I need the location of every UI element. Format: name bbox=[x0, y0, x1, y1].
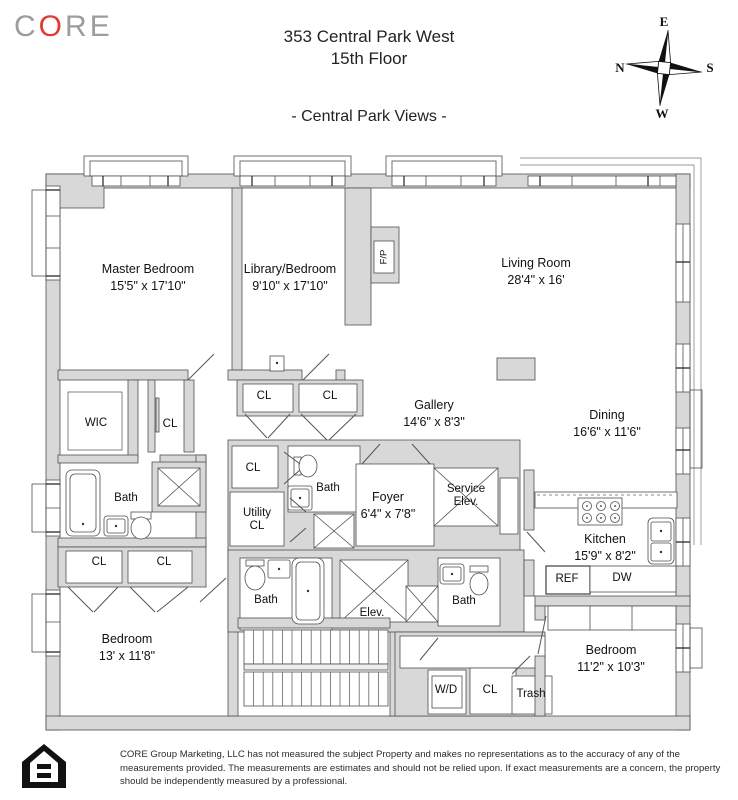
logo-letter-o: O bbox=[38, 10, 66, 43]
label-wd: W/D bbox=[434, 684, 458, 696]
label-cl-2: CL bbox=[156, 556, 172, 568]
address-line: 353 Central Park West bbox=[283, 27, 455, 46]
label-cl-gallery-2: CL bbox=[322, 390, 338, 402]
label-utility-cl: Utility CL bbox=[242, 507, 272, 532]
label-cl-mid: CL bbox=[245, 462, 261, 474]
page-subtitle: - Central Park Views - bbox=[291, 108, 447, 125]
label-bath-bottom-left: Bath bbox=[254, 594, 278, 606]
label-cl-gallery-1: CL bbox=[256, 390, 272, 402]
room-label-foyer: Foyer 6'4" x 7'8" bbox=[360, 490, 416, 521]
room-label-dining: Dining 16'6" x 11'6" bbox=[573, 408, 641, 439]
disclaimer-text: CORE Group Marketing, LLC has not measured the subject Property and makes no representations as to the accuracy of any of the measurements provided. The measurements are estimates and should not be relied upon. If exact measurements are a concern, the property should be independently measured by a professional. bbox=[120, 749, 721, 787]
label-wic: WIC bbox=[84, 417, 108, 429]
logo-letter: C bbox=[14, 10, 39, 43]
label-dw: DW bbox=[612, 572, 632, 584]
label-cl-1: CL bbox=[91, 556, 107, 568]
room-label-library-bedroom: Library/Bedroom 9'10" x 17'10" bbox=[243, 262, 337, 293]
label-elev: Elev. bbox=[359, 607, 385, 619]
label-trash: Trash bbox=[516, 688, 546, 700]
logo-letter: R bbox=[65, 10, 90, 43]
label-cl-bottom: CL bbox=[482, 684, 498, 696]
room-label-kitchen: Kitchen 15'9" x 8'2" bbox=[574, 532, 636, 563]
room-label-bedroom-right: Bedroom 11'2" x 10'3" bbox=[577, 643, 645, 674]
compass-east-label: E bbox=[659, 14, 669, 29]
equal-housing-icon bbox=[20, 742, 68, 792]
room-label-living-room: Living Room 28'4" x 16' bbox=[501, 256, 571, 287]
compass-west-label: W bbox=[655, 106, 669, 121]
compass-north-label: N bbox=[615, 60, 625, 75]
logo-letter: E bbox=[89, 10, 113, 43]
label-bath-center: Bath bbox=[316, 482, 340, 494]
label-ref: REF bbox=[555, 573, 579, 585]
label-service-elev: Service Elev. bbox=[446, 483, 486, 508]
label-cl-hall: CL bbox=[162, 418, 178, 430]
room-label-gallery: Gallery 14'6" x 8'3" bbox=[403, 398, 465, 429]
label-fireplace: F/P bbox=[378, 249, 390, 265]
label-bath-master: Bath bbox=[114, 492, 138, 504]
compass-south-label: S bbox=[706, 60, 714, 75]
floor-line: 15th Floor bbox=[330, 49, 408, 68]
label-bath-bottom-right: Bath bbox=[452, 595, 476, 607]
room-label-master-bedroom: Master Bedroom 15'5" x 17'10" bbox=[101, 262, 195, 293]
room-label-bedroom-left: Bedroom 13' x 11'8" bbox=[98, 632, 156, 663]
